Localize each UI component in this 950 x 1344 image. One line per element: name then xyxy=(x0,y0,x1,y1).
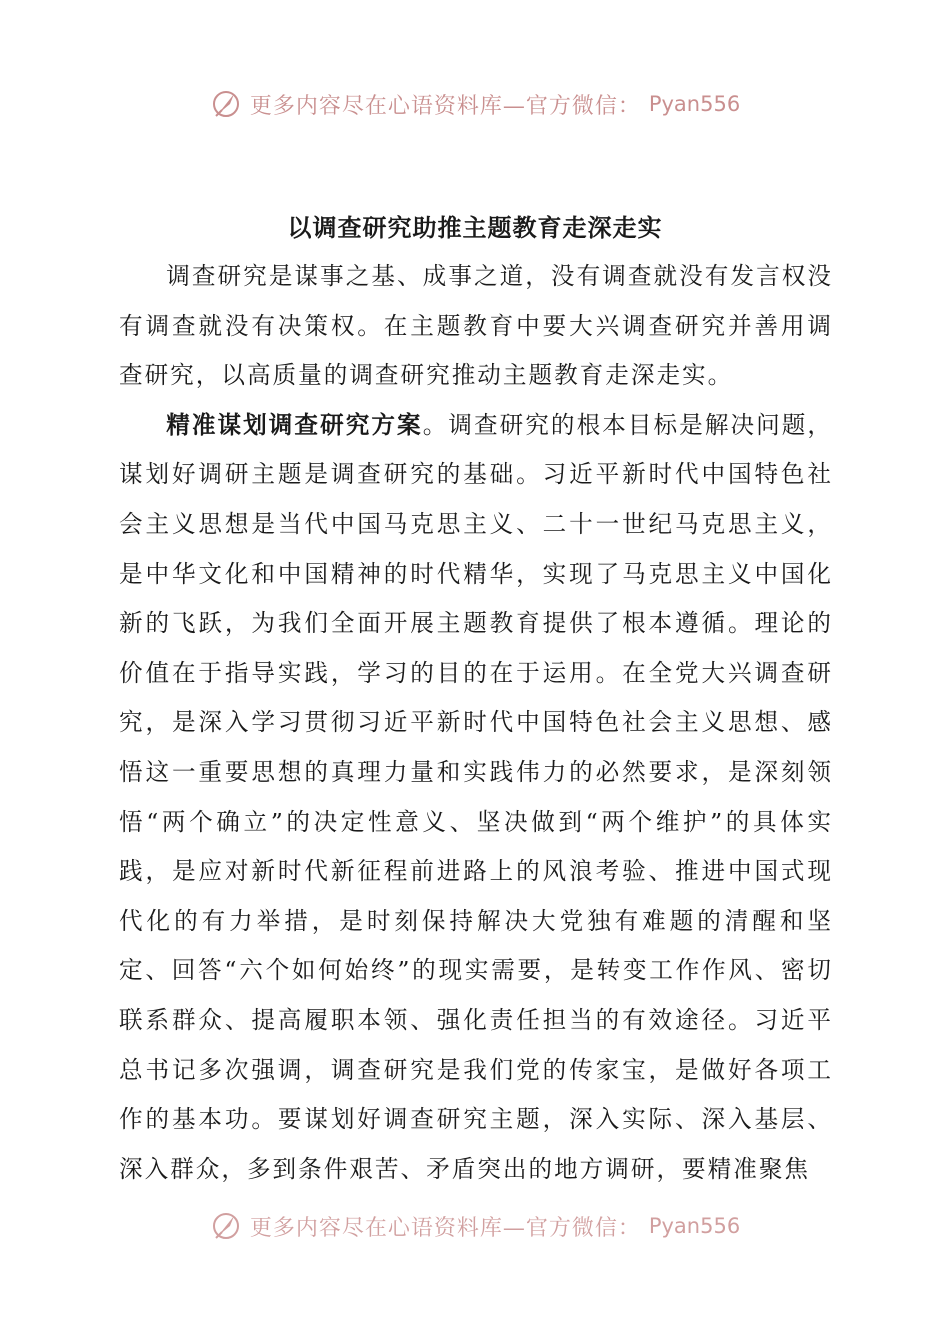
watermark-text: 更多内容尽在心语资料库—官方微信： xyxy=(249,93,641,119)
quill-logo-icon xyxy=(210,1210,242,1242)
watermark-text: 更多内容尽在心语资料库—官方微信： xyxy=(249,1215,641,1241)
paragraph-planning xyxy=(119,401,833,1195)
footer-watermark xyxy=(0,1206,950,1246)
paragraph-body-text: 。调查研究的根本目标是解决问题，谋划好调研主题是调查研究的基础。习近平新时代中国特色社会主义思想是当代中国马克思主义、二十一世纪马克思主义，是中华文化和中国精神的时代精华，实现了马克思主义中国化新的飞跃，为我们全面开展主题教育提供了根本遵循。理论的价值在于指导实践，学习的目的在于运用。在全党大兴调查研究，是深入学习贯彻习近平新时代中国特色社会主义思想、感悟这一重要思想的真理力量和实践伟力的必然要求，是深刻领悟“两个确立”的决定性意义、坚决做到“两个维护”的具体实践，是应对新时代新征程前进路上的风浪考验、推进中国式现代化的有力举措，是时刻保持解决大党独有难题的清醒和坚定、回答“六个如何始终”的现实需要，是转变工作作风、密切联系群众、提高履职本领、强化责任担当的有效途径。习近平总书记多次强调，调查研究是我们党的传家宝，是做好各项工作的基本功。要谋划好调查研究主题，深入实际、深入基层、深入群众，多到条件艰苦、矛盾突出的地方调研，要精准聚焦 xyxy=(119,410,834,1183)
document-body xyxy=(119,252,833,1194)
watermark-wechat-id: Pyan556 xyxy=(648,1214,741,1238)
paragraph-lead-heading: 精准谋划调查研究方案 xyxy=(166,410,423,439)
quill-logo-icon xyxy=(210,88,242,120)
paragraph-intro: 调查研究是谋事之基、成事之道，没有调查就没有发言权没有调查就没有决策权。在主题教育中要大兴调查研究并善用调查研究，以高质量的调查研究推动主题教育走深走实。 xyxy=(119,262,833,390)
watermark-wechat-id: Pyan556 xyxy=(648,92,741,116)
header-watermark xyxy=(0,84,950,124)
document-title: 以调查研究助推主题教育走深走实 xyxy=(287,214,663,242)
